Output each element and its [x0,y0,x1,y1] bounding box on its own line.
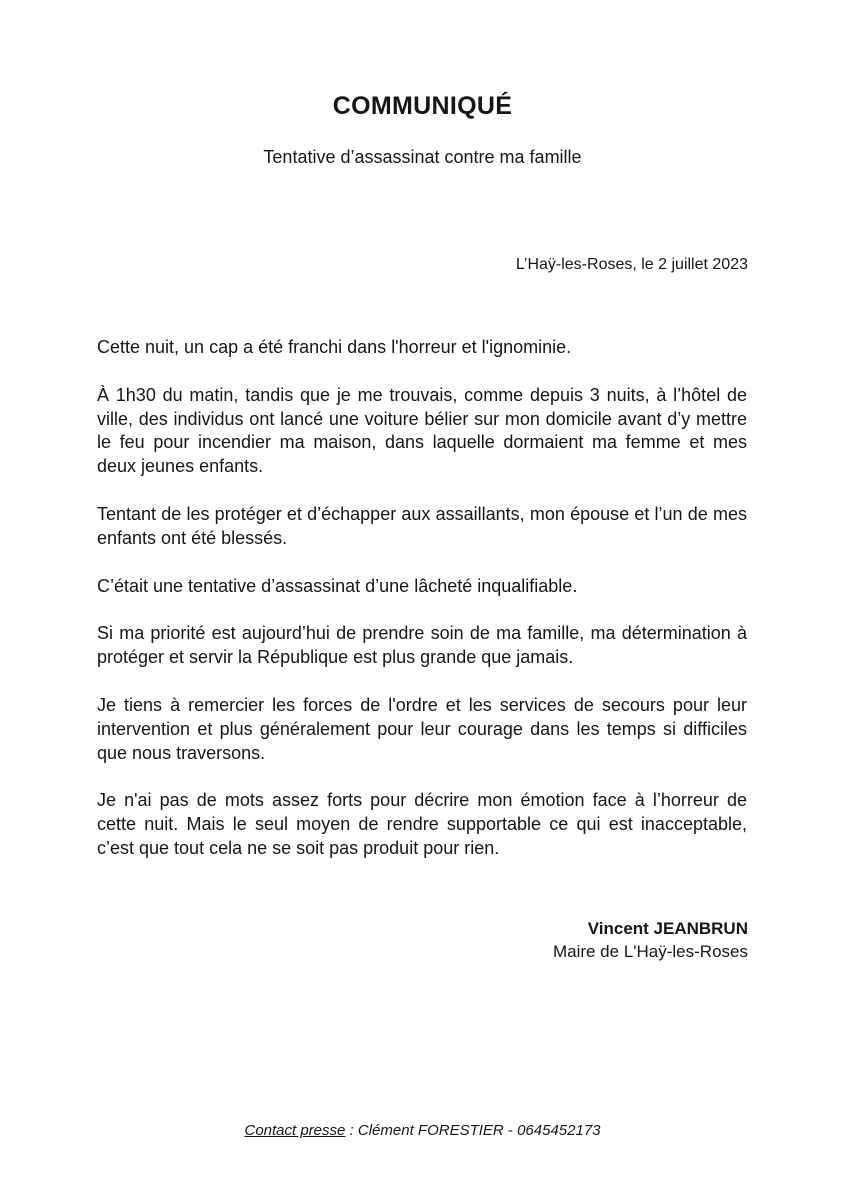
paragraph: Je tiens à remercier les forces de l'ordre et les services de secours pour leur intervention et plus généralement pour leur courage dans les temps si difficiles que nous traversons. [97,694,747,763]
press-contact-footer [0,1122,845,1139]
paragraph: Tentant de les protéger et d’échapper aux assaillants, mon épouse et l’un de mes enfants ont été blessés. [97,503,747,548]
dateline: L’Haÿ-les-Roses, le 2 juillet 2023 [515,256,748,273]
document-subtitle: Tentative d’assassinat contre ma famille [263,147,582,167]
press-contact-separator: : [345,1122,358,1139]
press-contact-label: Contact presse [244,1122,346,1139]
press-contact-details: Clément FORESTIER - 0645452173 [357,1122,601,1139]
signature-block [553,917,748,963]
signatory-name: Vincent JEANBRUN [587,919,748,938]
paragraph: Si ma priorité est aujourd’hui de prendre soin de ma famille, ma détermination à protéger et servir la République est plus grande que jamais. [97,623,747,668]
paragraph: Cette nuit, un cap a été franchi dans l'horreur et l'ignominie. [97,337,572,357]
document-title: COMMUNIQUÉ [332,92,513,120]
paragraph: Je n'ai pas de mots assez forts pour décrire mon émotion face à l’horreur de cette nuit. Mais le seul moyen de rendre supportable ce qui est inacceptable, c’est que tout cela ne se soit pas produit pour rien. [97,790,747,858]
paragraph: C’était une tentative d’assassinat d’une lâcheté inqualifiable. [97,575,578,596]
paragraph: À 1h30 du matin, tandis que je me trouvais, comme depuis 3 nuits, à l’hôtel de ville, des individus ont lancé une voiture bélier sur mon domicile avant d’y mettre le feu pour incendier ma maison, dans laquelle dormaient ma femme et mes deux jeunes enfants. [97,384,747,477]
body-text [97,336,747,885]
signatory-role: Maire de L'Haÿ-les-Roses [552,942,748,961]
